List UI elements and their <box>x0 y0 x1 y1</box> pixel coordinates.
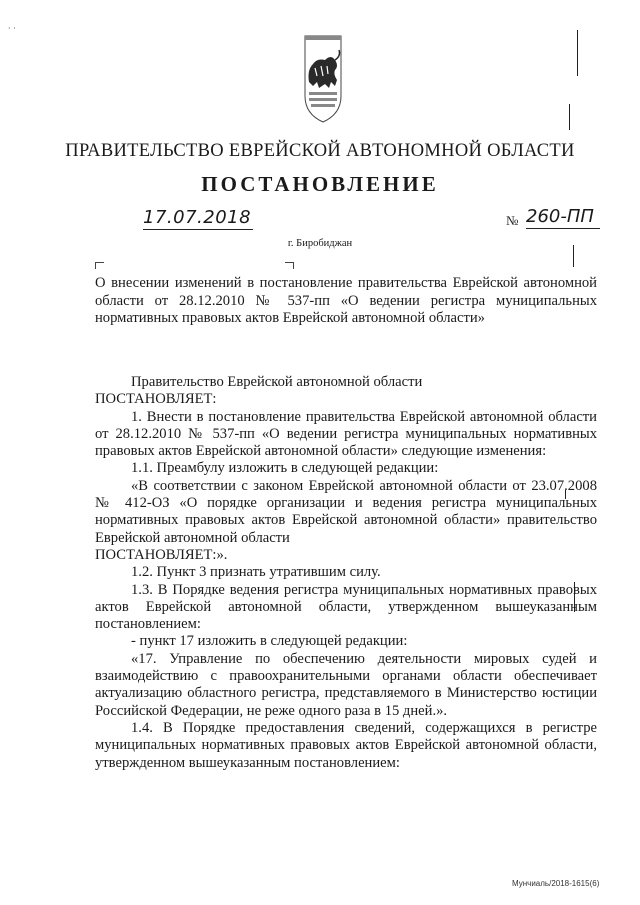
scan-artifact-line <box>569 104 570 130</box>
paragraph-1-4: 1.4. В Порядке предоставления сведений, содержащихся в регистре муниципальных нормативных правовых актов Еврейской автономной области, утвержденном вышеуказанным постановлением: <box>95 719 597 771</box>
decision-heading: ПОСТАНОВЛЯЕТ: <box>95 391 217 408</box>
coat-of-arms-tiger-icon <box>301 30 345 128</box>
paragraph-1-1-quote: «В соответствии с законом Еврейской автономной области от 23.07.2008 № 412-ОЗ «О порядке организации и ведения регистра муниципальных нормативных правовых актов Еврейской автономной области» правительство Еврейской автономной области <box>95 477 597 546</box>
paragraph-1-1: 1.1. Преамбулу изложить в следующей редакции: <box>131 460 439 477</box>
footer-document-code: Мунчиаль/2018-1615(6) <box>512 879 600 888</box>
document-subject: О внесении изменений в постановление правительства Еврейской автономной области от 28.12.2010 № 537-пп «О ведении регистра муниципальных нормативных правовых актов Еврейской автономной области» <box>95 275 597 326</box>
number-label: № <box>506 213 519 228</box>
document-date: 17.07.2018 <box>143 207 252 228</box>
document-body <box>95 374 597 772</box>
paragraph-1-3-quote: «17. Управление по обеспечению деятельности мировых судей и взаимодействию с правоохранительными органами области обеспечивает актуализацию областного регистра, представляемого в Министерство юстиции Российской Федерации, не реже одного раза в 15 дней.». <box>95 650 597 719</box>
scan-artifact-line <box>577 30 578 76</box>
paragraph-1-3-item: - пункт 17 изложить в следующей редакции: <box>131 633 408 650</box>
preamble-line: Правительство Еврейской автономной области <box>131 374 423 390</box>
government-title: ПРАВИТЕЛЬСТВО ЕВРЕЙСКОЙ АВТОНОМНОЙ ОБЛАСТИ <box>65 141 575 161</box>
document-number: 260-ПП <box>526 206 600 229</box>
city-name: г. Биробиджан <box>287 238 353 249</box>
paragraph-1: 1. Внести в постановление правительства Еврейской автономной области от 28.12.2010 № 537-пп «О ведении регистра муниципальных нормативных правовых актов Еврейской автономной области» следующие изменения: <box>95 408 597 460</box>
paragraph-1-2: 1.2. Пункт 3 признать утратившим силу. <box>131 564 381 581</box>
scan-artifact-speck: · · <box>8 24 16 33</box>
paragraph-1-3: 1.3. В Порядке ведения регистра муниципальных нормативных правовых актов Еврейской автономной области, утвержденном вышеуказанным постановлением: <box>95 581 597 633</box>
bracket-corner-right <box>285 262 294 269</box>
bracket-corner-left <box>95 262 104 269</box>
document-type: ПОСТАНОВЛЕНИЕ <box>201 172 439 196</box>
paragraph-1-1-quote-end: ПОСТАНОВЛЯЕТ:». <box>95 546 228 563</box>
